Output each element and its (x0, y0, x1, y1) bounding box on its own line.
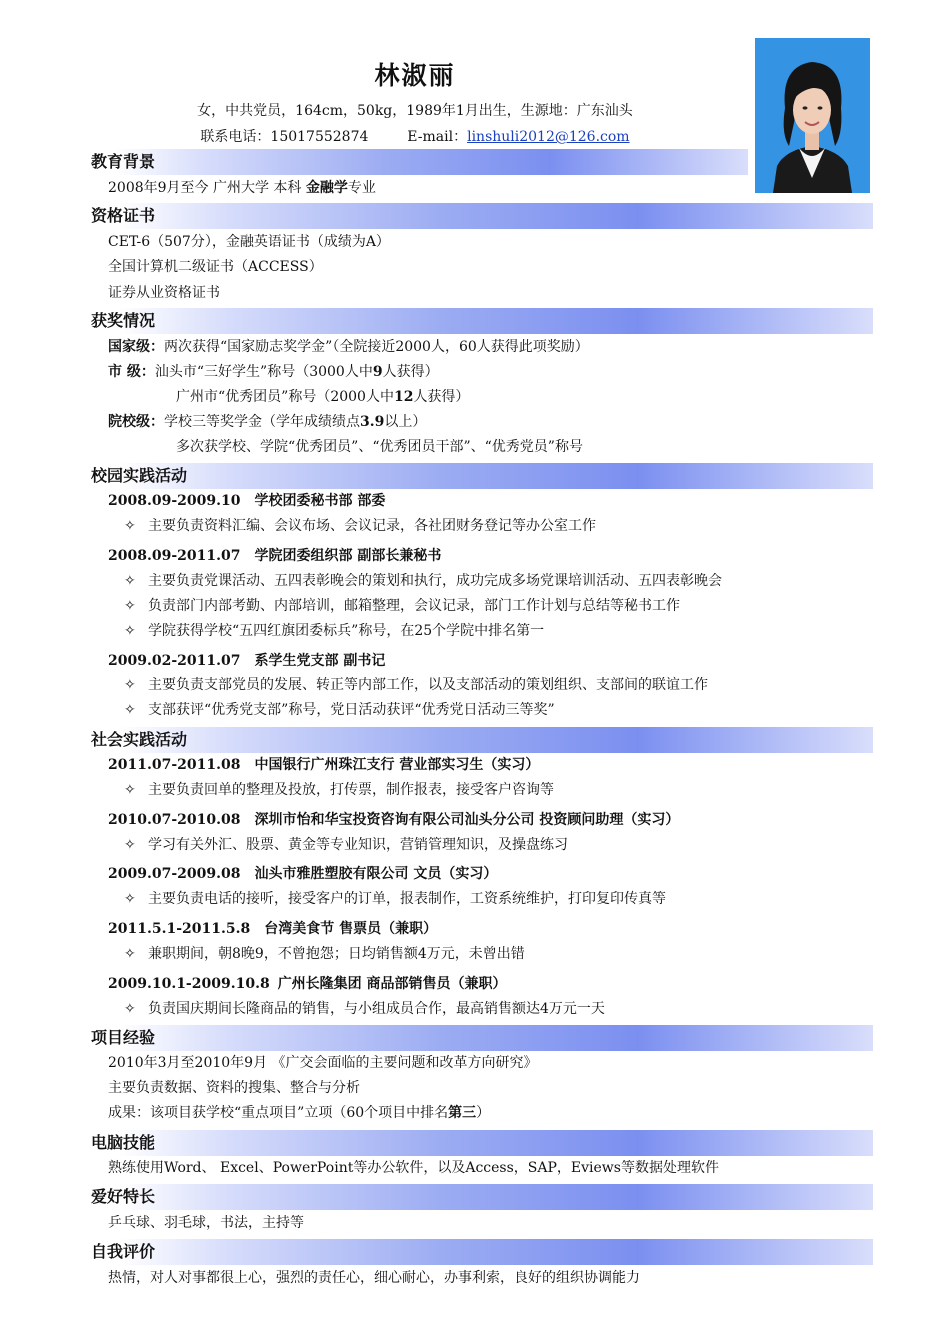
bullet-item: ✧ 主要负责电话的接听，接受客户的订单，报表制作，工资系统维护，打印复印传真等 (124, 891, 666, 907)
section-hobby: 爱好特长 (88, 1184, 873, 1210)
self-line: 热情，对人对事都很上心，强烈的责任心，细心耐心，办事利索，良好的组织协调能力 (108, 1270, 640, 1286)
section-education: 教育背景 (88, 149, 748, 175)
cert-item: 全国计算机二级证书（ACCESS） (108, 259, 323, 275)
email-label: E-mail： (407, 129, 468, 145)
job-heading: 2008.09-2009.10 学校团委秘书部 部委 (108, 493, 386, 509)
email-link[interactable]: linshuli2012@126.com (467, 129, 630, 145)
section-certificates: 资格证书 (88, 203, 873, 229)
bullet-item: ✧ 负责国庆期间长隆商品的销售，与小组成员合作，最高销售额达4万元一天 (124, 1001, 605, 1017)
section-social: 社会实践活动 (88, 727, 873, 753)
bullet-item: ✧ 主要负责资料汇编、会议布场、会议记录，各社团财务登记等办公室工作 (124, 518, 596, 534)
project-line: 主要负责数据、资料的搜集、整合与分析 (108, 1080, 360, 1096)
section-computer: 电脑技能 (88, 1130, 873, 1156)
profile-photo (755, 38, 870, 193)
project-line: 成果：该项目获学校“重点项目”立项（60个项目中排名第三） (108, 1105, 491, 1121)
section-awards: 获奖情况 (88, 308, 873, 334)
bullet-item: ✧ 学院获得学校“五四红旗团委标兵”称号，在25个学院中排名第一 (124, 623, 545, 639)
job-heading: 2009.10.1-2009.10.8 广州长隆集团 商品部销售员（兼职） (108, 976, 507, 992)
section-project: 项目经验 (88, 1025, 873, 1051)
bullet-item: ✧ 主要负责支部党员的发展、转正等内部工作，以及支部活动的策划组织、支部间的联谊工作 (124, 677, 708, 693)
section-self: 自我评价 (88, 1239, 873, 1265)
award-city-2: 广州市“优秀团员”称号（2000人中12人获得） (176, 389, 470, 405)
job-heading: 2011.5.1-2011.5.8 台湾美食节 售票员（兼职） (108, 921, 438, 937)
job-heading: 2009.02-2011.07 系学生党支部 副书记 (108, 653, 386, 669)
cert-item: 证券从业资格证书 (108, 285, 220, 301)
section-campus: 校园实践活动 (88, 463, 873, 489)
bullet-item: ✧ 学习有关外汇、股票、黄金等专业知识，营销管理知识，及操盘练习 (124, 837, 568, 853)
hobby-line: 乒乓球、羽毛球，书法，主持等 (108, 1215, 304, 1231)
bullet-item: ✧ 负责部门内部考勤、内部培训，邮箱整理，会议记录，部门工作计划与总结等秘书工作 (124, 598, 680, 614)
award-national: 国家级：两次获得“国家励志奖学金”（全院接近2000人，60人获得此项奖励） (108, 339, 589, 355)
computer-line: 熟练使用Word、 Excel、PowerPoint等办公软件，以及Access，SAP，Eviews等数据处理软件 (108, 1160, 719, 1176)
award-city: 市 级：汕头市“三好学生”称号（3000人中9人获得） (108, 364, 439, 380)
phone: 联系电话：15017552874 (200, 129, 369, 145)
project-line: 2010年3月至2010年9月 《广交会面临的主要问题和改革方向研究》 (108, 1055, 538, 1071)
job-heading: 2009.07-2009.08 汕头市雅胜塑胶有限公司 文员（实习） (108, 866, 498, 882)
contact-info (0, 126, 830, 146)
job-heading: 2008.09-2011.07 学院团委组织部 副部长兼秘书 (108, 548, 442, 564)
job-heading: 2011.07-2011.08 中国银行广州珠江支行 营业部实习生（实习） (108, 757, 540, 773)
award-school: 院校级：学校三等奖学金（学年成绩绩点3.9以上） (108, 414, 427, 430)
award-school-2: 多次获学校、学院“优秀团员”、“优秀团员干部”、“优秀党员”称号 (176, 439, 583, 455)
education-line: 2008年9月至今 广州大学 本科 金融学专业 (108, 180, 376, 196)
cert-item: CET-6（507分），金融英语证书（成绩为A） (108, 234, 390, 250)
bullet-item: ✧ 主要负责党课活动、五四表彰晚会的策划和执行，成功完成多场党课培训活动、五四表彰晚会 (124, 573, 722, 589)
bullet-item: ✧ 兼职期间，朝8晚9，不曾抱怨；日均销售额4万元，未曾出错 (124, 946, 525, 962)
candidate-name: 林淑丽 (374, 61, 456, 90)
personal-info: 女，中共党员，164cm，50kg，1989年1月出生，生源地：广东汕头 (197, 103, 633, 119)
bullet-item: ✧ 支部获评“优秀党支部”称号，党日活动获评“优秀党日活动三等奖” (124, 702, 555, 718)
bullet-item: ✧ 主要负责回单的整理及投放，打传票，制作报表，接受客户咨询等 (124, 782, 554, 798)
job-heading: 2010.07-2010.08 深圳市怡和华宝投资咨询有限公司汕头分公司 投资顾问助理（实习） (108, 812, 680, 828)
